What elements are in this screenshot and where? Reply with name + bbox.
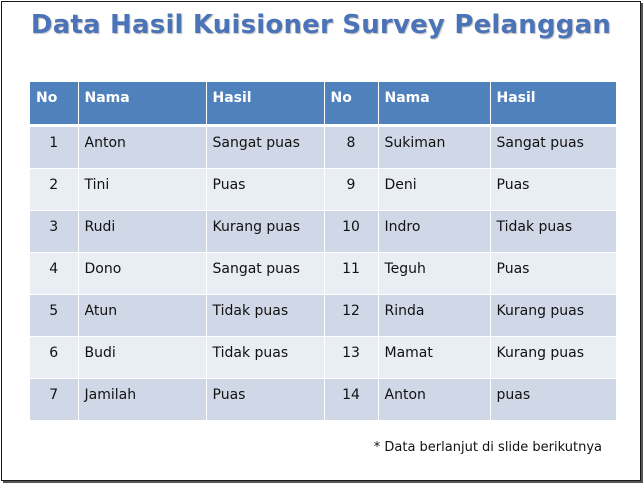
table-header-row xyxy=(30,82,616,126)
header-nama-right: Nama xyxy=(378,82,490,126)
cell-no: 3 xyxy=(30,211,78,253)
slide xyxy=(1,1,641,481)
cell-no: 13 xyxy=(324,337,378,379)
footnote: * Data berlanjut di slide berikutnya xyxy=(373,440,602,455)
cell-no: 10 xyxy=(324,211,378,253)
cell-hasil: Kurang puas xyxy=(490,295,616,337)
cell-no: 9 xyxy=(324,169,378,211)
cell-no: 6 xyxy=(30,337,78,379)
slide-title: Data Hasil Kuisioner Survey Pelanggan xyxy=(30,10,612,40)
table-row xyxy=(30,211,616,253)
cell-no: 1 xyxy=(30,126,78,169)
cell-nama: Anton xyxy=(378,379,490,421)
cell-no: 8 xyxy=(324,126,378,169)
cell-no: 5 xyxy=(30,295,78,337)
cell-nama: Budi xyxy=(78,337,206,379)
cell-hasil: Sangat puas xyxy=(206,253,324,295)
cell-hasil: Tidak puas xyxy=(206,295,324,337)
cell-no: 4 xyxy=(30,253,78,295)
cell-nama: Mamat xyxy=(378,337,490,379)
header-nama-left: Nama xyxy=(78,82,206,126)
cell-no: 12 xyxy=(324,295,378,337)
cell-no: 7 xyxy=(30,379,78,421)
cell-hasil: Sangat puas xyxy=(490,126,616,169)
cell-nama: Tini xyxy=(78,169,206,211)
cell-nama: Dono xyxy=(78,253,206,295)
cell-hasil: Kurang puas xyxy=(490,337,616,379)
header-no-right: No xyxy=(324,82,378,126)
header-hasil-left: Hasil xyxy=(206,82,324,126)
table-row xyxy=(30,169,616,211)
cell-nama: Anton xyxy=(78,126,206,169)
cell-no: 14 xyxy=(324,379,378,421)
cell-hasil: Puas xyxy=(490,169,616,211)
cell-hasil: Puas xyxy=(206,379,324,421)
cell-nama: Deni xyxy=(378,169,490,211)
cell-nama: Rudi xyxy=(78,211,206,253)
header-hasil-right: Hasil xyxy=(490,82,616,126)
cell-nama: Atun xyxy=(78,295,206,337)
cell-hasil: Kurang puas xyxy=(206,211,324,253)
survey-table xyxy=(30,82,616,421)
cell-hasil: Sangat puas xyxy=(206,126,324,169)
header-no-left: No xyxy=(30,82,78,126)
table-row xyxy=(30,379,616,421)
table-row xyxy=(30,337,616,379)
cell-nama: Jamilah xyxy=(78,379,206,421)
cell-hasil: Puas xyxy=(206,169,324,211)
cell-nama: Sukiman xyxy=(378,126,490,169)
cell-hasil: Puas xyxy=(490,253,616,295)
table-row xyxy=(30,295,616,337)
table-row xyxy=(30,126,616,169)
cell-nama: Indro xyxy=(378,211,490,253)
cell-nama: Rinda xyxy=(378,295,490,337)
table-row xyxy=(30,253,616,295)
cell-hasil: Tidak puas xyxy=(206,337,324,379)
cell-hasil: puas xyxy=(490,379,616,421)
cell-no: 2 xyxy=(30,169,78,211)
cell-no: 11 xyxy=(324,253,378,295)
cell-hasil: Tidak puas xyxy=(490,211,616,253)
cell-nama: Teguh xyxy=(378,253,490,295)
